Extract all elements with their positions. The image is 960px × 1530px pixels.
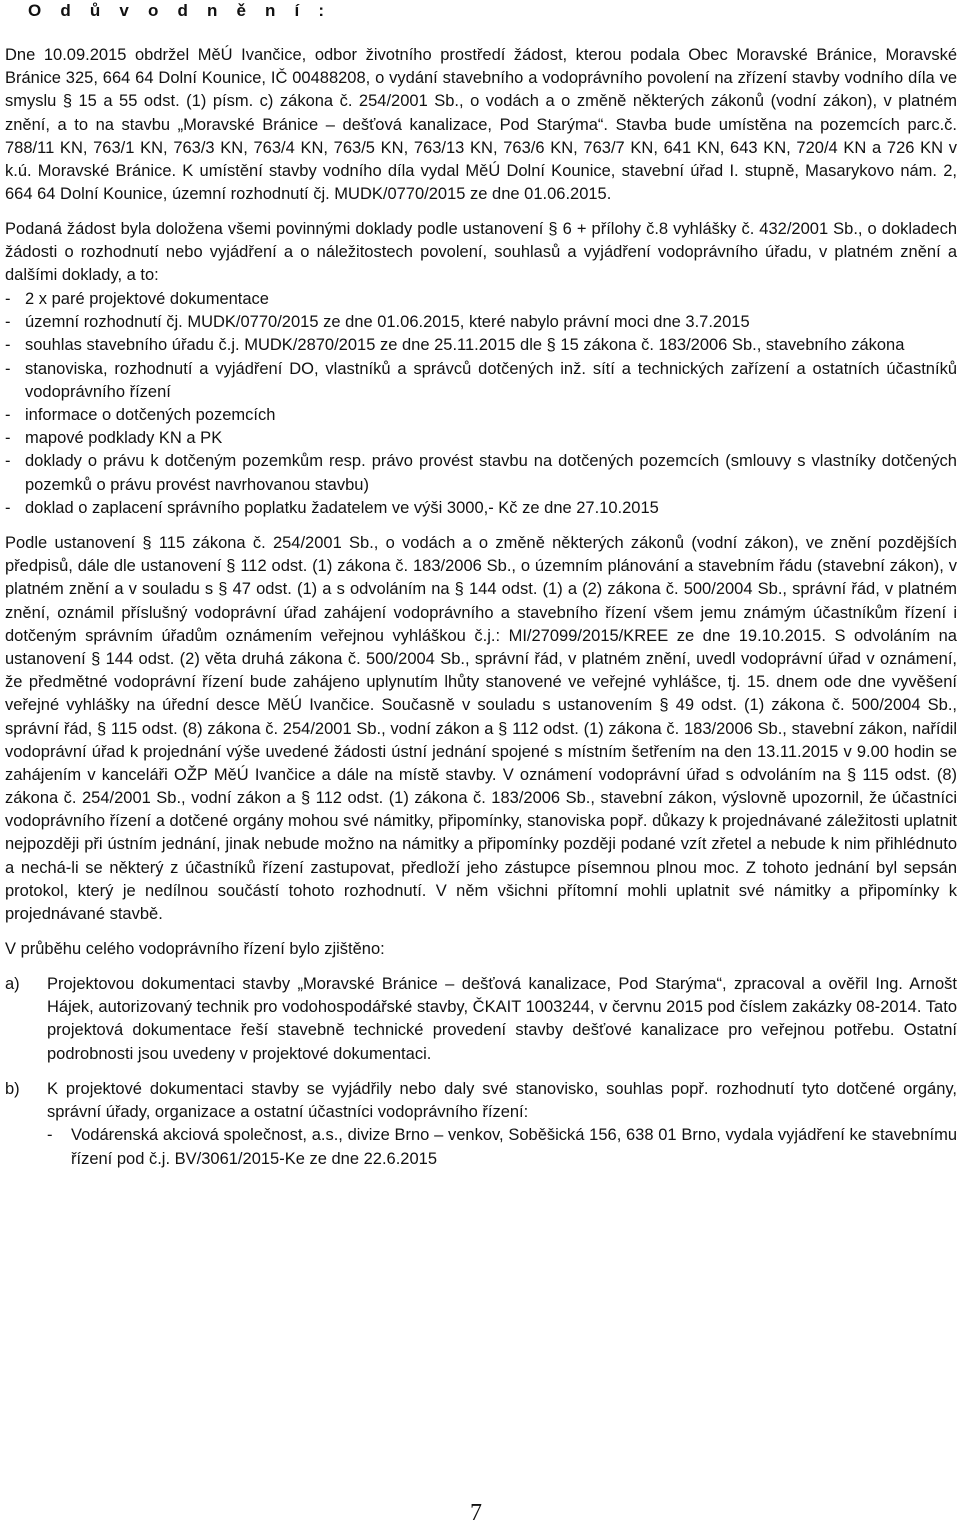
list-item-text: doklad o zaplacení správního poplatku žadatelem ve výši 3000,- Kč ze dne 27.10.2015 (25, 498, 659, 517)
list-dash: - (5, 336, 11, 355)
list-dash: - (5, 405, 11, 424)
documents-list (5, 288, 957, 520)
list-dash: - (5, 290, 11, 308)
list-item-text: Vodárenská akciová společnost, a.s., divize Brno – venkov, Soběšická 156, 638 01 Brno, vydala vyjádření ke stavebnímu řízení pod č.j. BV/3061/2015-Ke ze dne 22.6.2015 (71, 1126, 957, 1168)
list-dash: - (5, 429, 11, 448)
list-item-text: mapové podklady KN a PK (25, 429, 223, 448)
section-heading: O d ů v o d n ě n í : (28, 1, 332, 20)
list-item (5, 450, 957, 496)
finding-a (5, 973, 957, 1066)
finding-letter: b) (5, 1080, 20, 1098)
list-item (5, 288, 957, 311)
list-item (5, 358, 957, 404)
list-item (5, 334, 957, 357)
finding-letter: a) (5, 975, 20, 993)
list-item (5, 497, 957, 520)
list-item-text: stanoviska, rozhodnutí a vyjádření DO, vlastníků a správců dotčených inž. sítí a technických zařízení a ostatních účastníků vodoprávního řízení (25, 359, 957, 401)
paragraph-findings-intro: V průběhu celého vodoprávního řízení bylo zjištěno: (5, 940, 385, 958)
list-item-text: souhlas stavebního úřadu č.j. MUDK/2870/2015 ze dne 25.11.2015 dle § 15 zákona č. 183/2006 Sb., stavebního zákona (25, 336, 905, 355)
finding-body (47, 1078, 957, 1171)
list-item-text: doklady o právu k dotčeným pozemkům resp. právo provést stavbu na dotčených pozemcích (smlouvy s vlastníky dotčených pozemků o právu provést navrhovanou stavbu) (25, 452, 957, 494)
list-dash: - (5, 359, 11, 378)
paragraph-procedure: Podle ustanovení § 115 zákona č. 254/2001 Sb., o vodách a o změně některých zákonů (vodní zákon), ve znění pozdějších předpisů, dále dle ustanovení § 112 odst. (1) zákona č. 183/2006 Sb., o územním plánování a stavebním řádu (stavební zákon), v platném znění a v souladu s § 47 odst. (1) a s odvoláním na § 144 odst. (1) a (2) zákona č. 500/2004 Sb., správní řád, v platném znění, oznámil příslušný vodoprávní úřad zahájení vodoprávního a stavebního řízení všem jemu známým účastníkům řízení i dotčeným správním úřadům oznámením veřejnou vyhláškou č.j.: MI/27099/2015/KREE ze dne 19.10.2015. S odvoláním na ustanovení § 144 odst. (2) věta druhá zákona č. 500/2004 Sb., správní řád, v platném znění, uvedl vodoprávní úřad v oznámení, že předmětné vodoprávní řízení bude zahájeno uplynutím lhůty stanovené ve veřejné vyhlášce, tj. 15. dnem ode dne vyvěšení veřejné vyhlášky na úřední desce MěÚ Ivančice. Současně v souladu s ustanovením § 49 odst. (1) zákona č. 500/2004 Sb., správní řád, § 115 odst. (8) zákona č. 254/2001 Sb., vodní zákon a § 112 odst. (1) zákona č. 183/2006 Sb., stavební zákon, nařídil vodoprávní úřad k projednání výše uvedené žádosti ústní jednání spojené s místním šetřením na den 13.11.2015 v 9.00 hodin se zahájením v kanceláři OŽP MěÚ Ivančice a dále na místě stavby. V oznámení vodoprávní úřad s odvoláním na § 115 odst. (8) zákona č. 254/2001 Sb., vodní zákon a § 112 odst. (1) zákona č. 183/2006 Sb., stavební zákon, výslovně upozornil, že účastníci vodoprávního řízení a dotčené orgány mohou své námitky, připomínky, stanoviska popř. důkazy k projednávané záležitosti uplatnit nejpozději při ústním jednání, jinak nebude možno na námitky a připomínky později podané vzít zřetel a nebude k nim přihlédnuto a nechá-li se některý z účastníků řízení zastupovat, předloží jeho zástupce písemnou plnou moc. Z tohoto jednání byl sepsán protokol, který je nedílnou součástí tohoto rozhodnutí. V něm všichni přítomní mohli uplatnit své námitky a připomínky k projednávané stavbě. (5, 534, 957, 923)
list-item-text: 2 x paré projektové dokumentace (25, 290, 269, 308)
list-dash: - (47, 1126, 53, 1145)
list-dash: - (5, 498, 11, 517)
paragraph-application: Dne 10.09.2015 obdržel MěÚ Ivančice, odbor životního prostředí žádost, kterou podala Obec Moravské Bránice, Moravské Bránice 325, 664 64 Dolní Kounice, IČ 00488208, o vydání stavebního a vodoprávního povolení na zřízení stavby vodního díla ve smyslu § 15 a 55 odst. (1) písm. c) zákona č. 254/2001 Sb., o vodách a o změně některých zákonů (vodní zákon), v platném znění, a to na stavbu „Moravské Bránice – dešťová kanalizace, Pod Starýma“. Stavba bude umístěna na pozemcích parc.č. 788/11 KN, 763/1 KN, 763/3 KN, 763/4 KN, 763/5 KN, 763/13 KN, 763/6 KN, 763/7 KN, 641 KN, 643 KN, 720/4 KN a 726 KN v k.ú. Moravské Bránice. K umístění stavby vodního díla vydal MěÚ Dolní Kounice, stavební úřad I. stupně, Masarykovo nám. 2, 664 64 Dolní Kounice, územní rozhodnutí čj. MUDK/0770/2015 ze dne 01.06.2015. (5, 46, 957, 204)
list-item (47, 1124, 957, 1170)
list-item-text: územní rozhodnutí čj. MUDK/0770/2015 ze dne 01.06.2015, které nabylo právní moci dne 3.7.2015 (25, 313, 750, 332)
list-item (5, 404, 957, 427)
list-dash: - (5, 452, 11, 471)
page-number: 7 (470, 1500, 482, 1526)
finding-text: K projektové dokumentaci stavby se vyjádřily nebo daly své stanovisko, souhlas popř. rozhodnutí tyto dotčené orgány, správní úřady, organizace a ostatní účastníci vodoprávního řízení: (47, 1080, 957, 1122)
finding-b (5, 1078, 957, 1171)
list-dash: - (5, 313, 11, 332)
list-item-text: informace o dotčených pozemcích (25, 405, 276, 424)
finding-text: Projektovou dokumentaci stavby „Moravské Bránice – dešťová kanalizace, Pod Starýma“, zpracoval a ověřil Ing. Arnošt Hájek, autorizovaný technik pro vodohospodářské stavby, ČKAIT 1003244, v červnu 2015 pod číslem zakázky 08-2014. Tato projektová dokumentace řeší stavebně technické provedení stavby dešťové kanalizace pro veřejnou potřebu. Ostatní podrobnosti jsou uvedeny v projektové dokumentaci. (47, 975, 957, 1063)
list-item (5, 311, 957, 334)
finding-b-list (47, 1124, 957, 1170)
list-item (5, 427, 957, 450)
paragraph-documents-intro: Podaná žádost byla doložena všemi povinnými doklady podle ustanovení § 6 + přílohy č.8 vyhlášky č. 432/2001 Sb., o dokladech žádosti o rozhodnutí nebo vyjádření a o náležitostech povolení, souhlasů a vyjádření vodoprávního úřadu, v platném znění a dalšími doklady, a to: (5, 220, 957, 285)
